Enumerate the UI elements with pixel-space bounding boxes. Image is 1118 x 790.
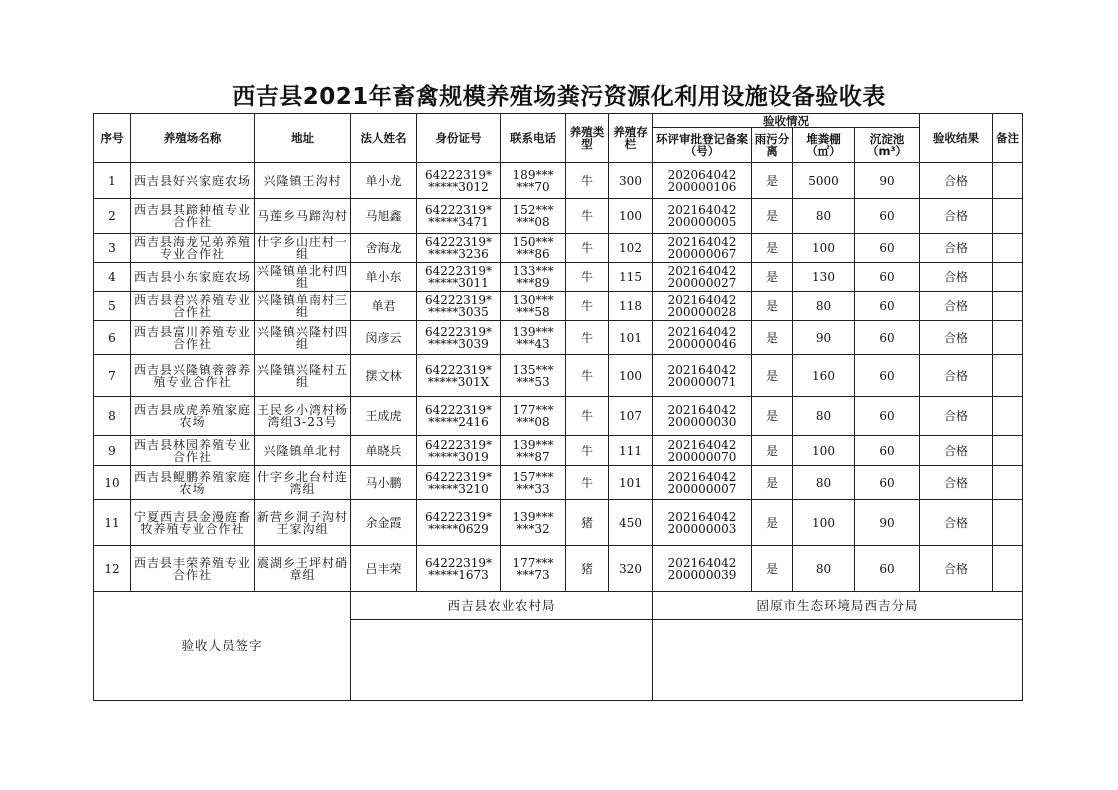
id-number-cell-line1: 64222319* xyxy=(424,324,493,339)
phone-cell xyxy=(501,466,566,500)
legal-person-cell: 马旭鑫 xyxy=(351,199,417,234)
phone-cell xyxy=(501,397,566,436)
sediment-tank-cell: 90 xyxy=(855,500,920,546)
stock-cell: 300 xyxy=(609,163,653,199)
breed-type-cell: 牛 xyxy=(566,263,609,292)
env-approval-cell xyxy=(653,500,752,546)
env-approval-cell-line2: 200000030 xyxy=(667,415,737,429)
env-approval-cell-line2: 200000028 xyxy=(667,305,737,319)
breed-type-cell: 牛 xyxy=(566,199,609,234)
phone-cell xyxy=(501,321,566,355)
result-cell: 合格 xyxy=(920,436,993,466)
id-number-cell xyxy=(417,234,501,263)
remark-cell xyxy=(993,397,1023,436)
header-manure-shed: 堆粪棚（㎡） xyxy=(793,128,855,163)
seq-cell: 12 xyxy=(94,546,131,592)
stock-cell: 101 xyxy=(609,466,653,500)
id-number-cell xyxy=(417,466,501,500)
env-approval-cell-line2: 200000039 xyxy=(667,567,737,582)
farm-name-cell: 西吉县君兴养殖专业合作社 xyxy=(131,292,255,321)
signature-label: 验收人员签字 xyxy=(94,592,351,701)
breed-type-cell: 牛 xyxy=(566,397,609,436)
farm-name-cell: 西吉县鲲鹏养殖家庭农场 xyxy=(131,466,255,500)
env-approval-cell xyxy=(653,292,752,321)
header-inspection: 验收情况 xyxy=(653,114,920,128)
env-approval-cell xyxy=(653,321,752,355)
agency-agriculture: 西吉县农业农村局 xyxy=(351,592,653,620)
phone-cell xyxy=(501,500,566,546)
address-cell: 王民乡小湾村杨湾组3-23号 xyxy=(255,397,351,436)
address-cell: 兴隆镇王沟村 xyxy=(255,163,351,199)
rain-separation-cell: 是 xyxy=(752,199,793,234)
header-stock: 养殖存栏 xyxy=(609,114,653,163)
remark-cell xyxy=(993,321,1023,355)
breed-type-cell: 牛 xyxy=(566,292,609,321)
id-number-cell xyxy=(417,321,501,355)
phone-cell-line1: 139*** xyxy=(512,437,554,452)
phone-cell-line2: ***58 xyxy=(516,305,550,319)
id-number-cell xyxy=(417,397,501,436)
manure-shed-cell: 80 xyxy=(793,546,855,592)
seq-cell: 4 xyxy=(94,263,131,292)
result-cell: 合格 xyxy=(920,263,993,292)
farm-name-cell: 西吉县富川养殖专业合作社 xyxy=(131,321,255,355)
table-row xyxy=(94,292,1023,321)
phone-cell-line1: 139*** xyxy=(512,324,554,339)
manure-shed-cell: 80 xyxy=(793,292,855,321)
table-row xyxy=(94,355,1023,397)
breed-type-cell: 牛 xyxy=(566,234,609,263)
stock-cell: 320 xyxy=(609,546,653,592)
header-legal-person: 法人姓名 xyxy=(351,114,417,163)
manure-shed-cell: 100 xyxy=(793,234,855,263)
env-approval-cell-line2: 200000005 xyxy=(667,215,737,229)
phone-cell xyxy=(501,234,566,263)
header-seq: 序号 xyxy=(94,114,131,163)
seq-cell: 5 xyxy=(94,292,131,321)
env-approval-cell-line2: 200000007 xyxy=(667,481,737,496)
id-number-cell-line2: *****3012 xyxy=(428,179,489,194)
table-row xyxy=(94,199,1023,234)
legal-person-cell: 吕丰荣 xyxy=(351,546,417,592)
manure-shed-cell: 160 xyxy=(793,355,855,397)
remark-cell xyxy=(993,199,1023,234)
manure-shed-cell: 5000 xyxy=(793,163,855,199)
manure-shed-cell: 90 xyxy=(793,321,855,355)
phone-cell xyxy=(501,263,566,292)
legal-person-cell: 单小东 xyxy=(351,263,417,292)
phone-cell-line1: 189*** xyxy=(512,167,554,182)
sediment-tank-cell: 90 xyxy=(855,163,920,199)
env-approval-cell-line1: 202164042 xyxy=(667,437,737,452)
stock-cell: 100 xyxy=(609,199,653,234)
rain-separation-cell: 是 xyxy=(752,500,793,546)
breed-type-cell: 牛 xyxy=(566,321,609,355)
legal-person-cell: 单君 xyxy=(351,292,417,321)
rain-separation-cell: 是 xyxy=(752,292,793,321)
legal-person-cell: 单小龙 xyxy=(351,163,417,199)
farm-name-cell: 宁夏西吉县金漫庭畜牧养殖专业合作社 xyxy=(131,500,255,546)
id-number-cell-line1: 64222319* xyxy=(424,403,493,417)
legal-person-cell: 舍海龙 xyxy=(351,234,417,263)
legal-person-cell: 王成虎 xyxy=(351,397,417,436)
sediment-tank-cell: 60 xyxy=(855,397,920,436)
id-number-cell-line2: *****2416 xyxy=(428,415,489,429)
address-cell: 震湖乡王坪村硝章组 xyxy=(255,546,351,592)
id-number-cell-line1: 64222319* xyxy=(424,293,493,307)
table-row xyxy=(94,163,1023,199)
address-cell: 新营乡洞子沟村王家沟组 xyxy=(255,500,351,546)
env-approval-cell-line1: 202164042 xyxy=(667,469,737,484)
id-number-cell-line1: 64222319* xyxy=(424,437,493,452)
table-row xyxy=(94,263,1023,292)
env-approval-cell-line2: 200000046 xyxy=(667,336,737,351)
seq-cell: 8 xyxy=(94,397,131,436)
breed-type-cell: 猪 xyxy=(566,500,609,546)
table-row xyxy=(94,321,1023,355)
remark-cell xyxy=(993,263,1023,292)
id-number-cell-line1: 64222319* xyxy=(424,509,493,524)
phone-cell xyxy=(501,163,566,199)
header-address: 地址 xyxy=(255,114,351,163)
table-row xyxy=(94,500,1023,546)
remark-cell xyxy=(993,355,1023,397)
stock-cell: 100 xyxy=(609,355,653,397)
table-row xyxy=(94,397,1023,436)
id-number-cell-line2: *****3019 xyxy=(428,449,489,464)
env-approval-cell-line2: 200000027 xyxy=(667,276,737,290)
rain-separation-cell: 是 xyxy=(752,397,793,436)
id-number-cell xyxy=(417,500,501,546)
sediment-tank-cell: 60 xyxy=(855,436,920,466)
address-cell: 兴隆镇兴隆村五组 xyxy=(255,355,351,397)
seq-cell: 1 xyxy=(94,163,131,199)
result-cell: 合格 xyxy=(920,500,993,546)
stock-cell: 111 xyxy=(609,436,653,466)
id-number-cell xyxy=(417,546,501,592)
rain-separation-cell: 是 xyxy=(752,546,793,592)
legal-person-cell: 闵彦云 xyxy=(351,321,417,355)
env-approval-cell xyxy=(653,397,752,436)
env-approval-cell-line2: 200000071 xyxy=(667,374,737,389)
phone-cell xyxy=(501,546,566,592)
header-farm-name: 养殖场名称 xyxy=(131,114,255,163)
legal-person-cell: 余金霞 xyxy=(351,500,417,546)
id-number-cell-line2: *****3035 xyxy=(428,305,489,319)
header-phone: 联系电话 xyxy=(501,114,566,163)
address-cell: 兴隆镇兴隆村四组 xyxy=(255,321,351,355)
phone-cell-line1: 130*** xyxy=(512,293,554,307)
stock-cell: 101 xyxy=(609,321,653,355)
farm-name-cell: 西吉县海龙兄弟养殖专业合作社 xyxy=(131,234,255,263)
remark-cell xyxy=(993,234,1023,263)
address-cell: 什字乡山庄村一组 xyxy=(255,234,351,263)
farm-name-cell: 西吉县好兴家庭农场 xyxy=(131,163,255,199)
result-cell: 合格 xyxy=(920,292,993,321)
env-approval-cell-line1: 202164042 xyxy=(667,555,737,570)
env-approval-cell-line1: 202164042 xyxy=(667,293,737,307)
remark-cell xyxy=(993,163,1023,199)
sediment-tank-cell: 60 xyxy=(855,546,920,592)
manure-shed-cell: 100 xyxy=(793,500,855,546)
id-number-cell-line1: 64222319* xyxy=(424,167,493,182)
stock-cell: 450 xyxy=(609,500,653,546)
sediment-tank-cell: 60 xyxy=(855,355,920,397)
id-number-cell xyxy=(417,163,501,199)
sediment-tank-cell: 60 xyxy=(855,234,920,263)
result-cell: 合格 xyxy=(920,546,993,592)
sediment-tank-cell: 60 xyxy=(855,321,920,355)
phone-cell-line1: 150*** xyxy=(512,235,554,249)
env-approval-cell-line1: 202164042 xyxy=(667,264,737,278)
farm-name-cell: 西吉县林园养殖专业合作社 xyxy=(131,436,255,466)
id-number-cell-line1: 64222319* xyxy=(424,203,493,217)
sediment-tank-cell: 60 xyxy=(855,466,920,500)
sediment-tank-cell: 60 xyxy=(855,292,920,321)
table-row xyxy=(94,234,1023,263)
env-approval-cell-line1: 202164042 xyxy=(667,403,737,417)
env-approval-cell-line2: 200000003 xyxy=(667,521,737,536)
manure-shed-cell: 130 xyxy=(793,263,855,292)
farm-name-cell: 西吉县兴隆镇蓉蓉养殖专业合作社 xyxy=(131,355,255,397)
agency-environment: 固原市生态环境局西吉分局 xyxy=(653,592,1023,620)
rain-separation-cell: 是 xyxy=(752,321,793,355)
farm-name-cell: 西吉县丰荣养殖专业合作社 xyxy=(131,546,255,592)
header-result: 验收结果 xyxy=(920,114,993,163)
breed-type-cell: 牛 xyxy=(566,163,609,199)
phone-cell xyxy=(501,199,566,234)
env-approval-cell-line2: 200000106 xyxy=(667,179,737,194)
result-cell: 合格 xyxy=(920,397,993,436)
phone-cell-line2: ***53 xyxy=(516,374,550,389)
seq-cell: 11 xyxy=(94,500,131,546)
id-number-cell-line2: *****1673 xyxy=(428,567,489,582)
remark-cell xyxy=(993,466,1023,500)
header-id-number: 身份证号 xyxy=(417,114,501,163)
phone-cell-line1: 133*** xyxy=(512,264,554,278)
phone-cell-line2: ***33 xyxy=(516,481,550,496)
rain-separation-cell: 是 xyxy=(752,436,793,466)
env-approval-cell-line1: 202064042 xyxy=(667,167,737,182)
phone-cell xyxy=(501,436,566,466)
result-cell: 合格 xyxy=(920,199,993,234)
legal-person-cell: 摆文林 xyxy=(351,355,417,397)
seq-cell: 9 xyxy=(94,436,131,466)
phone-cell-line1: 152*** xyxy=(512,203,554,217)
breed-type-cell: 猪 xyxy=(566,546,609,592)
farm-name-cell: 西吉县小东家庭农场 xyxy=(131,263,255,292)
env-approval-cell-line1: 202164042 xyxy=(667,203,737,217)
seq-cell: 10 xyxy=(94,466,131,500)
sediment-tank-cell: 60 xyxy=(855,263,920,292)
phone-cell-line2: ***89 xyxy=(516,276,550,290)
table-row xyxy=(94,466,1023,500)
seq-cell: 7 xyxy=(94,355,131,397)
address-cell: 兴隆镇单南村三组 xyxy=(255,292,351,321)
manure-shed-cell: 80 xyxy=(793,397,855,436)
result-cell: 合格 xyxy=(920,355,993,397)
env-approval-cell xyxy=(653,263,752,292)
env-approval-cell xyxy=(653,546,752,592)
phone-cell-line2: ***73 xyxy=(516,567,550,582)
stock-cell: 107 xyxy=(609,397,653,436)
phone-cell-line1: 157*** xyxy=(512,469,554,484)
id-number-cell xyxy=(417,199,501,234)
rain-separation-cell: 是 xyxy=(752,355,793,397)
id-number-cell-line1: 64222319* xyxy=(424,469,493,484)
table-row xyxy=(94,436,1023,466)
header-remark: 备注 xyxy=(993,114,1023,163)
id-number-cell-line2: *****301X xyxy=(427,374,490,389)
manure-shed-cell: 100 xyxy=(793,436,855,466)
stock-cell: 118 xyxy=(609,292,653,321)
result-cell: 合格 xyxy=(920,321,993,355)
env-approval-cell xyxy=(653,199,752,234)
legal-person-cell: 单晓兵 xyxy=(351,436,417,466)
seq-cell: 2 xyxy=(94,199,131,234)
id-number-cell xyxy=(417,292,501,321)
address-cell: 什字乡北台村连湾组 xyxy=(255,466,351,500)
phone-cell-line1: 135*** xyxy=(512,362,554,377)
phone-cell-line1: 177*** xyxy=(512,403,554,417)
phone-cell-line2: ***08 xyxy=(516,215,550,229)
rain-separation-cell: 是 xyxy=(752,466,793,500)
id-number-cell-line1: 64222319* xyxy=(424,362,493,377)
signature-box-environment[interactable] xyxy=(653,620,1023,701)
stock-cell: 115 xyxy=(609,263,653,292)
env-approval-cell xyxy=(653,466,752,500)
address-cell: 马莲乡马蹄沟村 xyxy=(255,199,351,234)
result-cell: 合格 xyxy=(920,466,993,500)
id-number-cell-line1: 64222319* xyxy=(424,555,493,570)
breed-type-cell: 牛 xyxy=(566,466,609,500)
env-approval-cell-line1: 202164042 xyxy=(667,362,737,377)
remark-cell xyxy=(993,500,1023,546)
remark-cell xyxy=(993,436,1023,466)
id-number-cell-line2: *****0629 xyxy=(428,521,489,536)
id-number-cell-line2: *****3236 xyxy=(428,247,489,261)
env-approval-cell xyxy=(653,436,752,466)
farm-name-cell: 西吉县其蹄种植专业合作社 xyxy=(131,199,255,234)
sediment-tank-cell: 60 xyxy=(855,199,920,234)
phone-cell-line2: ***08 xyxy=(516,415,550,429)
phone-cell xyxy=(501,292,566,321)
id-number-cell-line1: 64222319* xyxy=(424,235,493,249)
id-number-cell-line2: *****3210 xyxy=(428,481,489,496)
id-number-cell-line2: *****3471 xyxy=(428,215,489,229)
phone-cell xyxy=(501,355,566,397)
phone-cell-line1: 177*** xyxy=(512,555,554,570)
manure-shed-cell: 80 xyxy=(793,199,855,234)
address-cell: 兴隆镇单北村四组 xyxy=(255,263,351,292)
id-number-cell-line2: *****3011 xyxy=(428,276,489,290)
phone-cell-line2: ***87 xyxy=(516,449,550,464)
phone-cell-line2: ***86 xyxy=(516,247,550,261)
rain-separation-cell: 是 xyxy=(752,263,793,292)
remark-cell xyxy=(993,546,1023,592)
breed-type-cell: 牛 xyxy=(566,436,609,466)
id-number-cell xyxy=(417,263,501,292)
rain-separation-cell: 是 xyxy=(752,163,793,199)
inspection-table xyxy=(93,113,1023,701)
env-approval-cell xyxy=(653,355,752,397)
farm-name-cell: 西吉县成虎养殖家庭农场 xyxy=(131,397,255,436)
env-approval-cell-line1: 202164042 xyxy=(667,235,737,249)
id-number-cell-line1: 64222319* xyxy=(424,264,493,278)
remark-cell xyxy=(993,292,1023,321)
env-approval-cell-line1: 202164042 xyxy=(667,509,737,524)
header-rain-separation: 雨污分离 xyxy=(752,128,793,163)
address-cell: 兴隆镇单北村 xyxy=(255,436,351,466)
page-title: 西吉县2021年畜禽规模养殖场粪污资源化利用设施设备验收表 xyxy=(232,84,886,110)
breed-type-cell: 牛 xyxy=(566,355,609,397)
manure-shed-cell: 80 xyxy=(793,466,855,500)
phone-cell-line2: ***32 xyxy=(516,521,550,536)
phone-cell-line2: ***70 xyxy=(516,179,550,194)
id-number-cell xyxy=(417,355,501,397)
id-number-cell-line2: *****3039 xyxy=(428,336,489,351)
env-approval-cell-line2: 200000070 xyxy=(667,449,737,464)
env-approval-cell-line1: 202164042 xyxy=(667,324,737,339)
stock-cell: 102 xyxy=(609,234,653,263)
seq-cell: 6 xyxy=(94,321,131,355)
result-cell: 合格 xyxy=(920,163,993,199)
seq-cell: 3 xyxy=(94,234,131,263)
env-approval-cell xyxy=(653,163,752,199)
legal-person-cell: 马小鹏 xyxy=(351,466,417,500)
env-approval-cell-line2: 200000067 xyxy=(667,247,737,261)
id-number-cell xyxy=(417,436,501,466)
header-sediment-tank: 沉淀池（m³） xyxy=(855,128,920,163)
signature-box-agriculture[interactable] xyxy=(351,620,653,701)
header-env-approval: 环评审批登记备案（号） xyxy=(653,128,752,163)
table-row xyxy=(94,546,1023,592)
env-approval-cell xyxy=(653,234,752,263)
phone-cell-line1: 139*** xyxy=(512,509,554,524)
rain-separation-cell: 是 xyxy=(752,234,793,263)
result-cell: 合格 xyxy=(920,234,993,263)
header-breed-type: 养殖类型 xyxy=(566,114,609,163)
phone-cell-line2: ***43 xyxy=(516,336,550,351)
